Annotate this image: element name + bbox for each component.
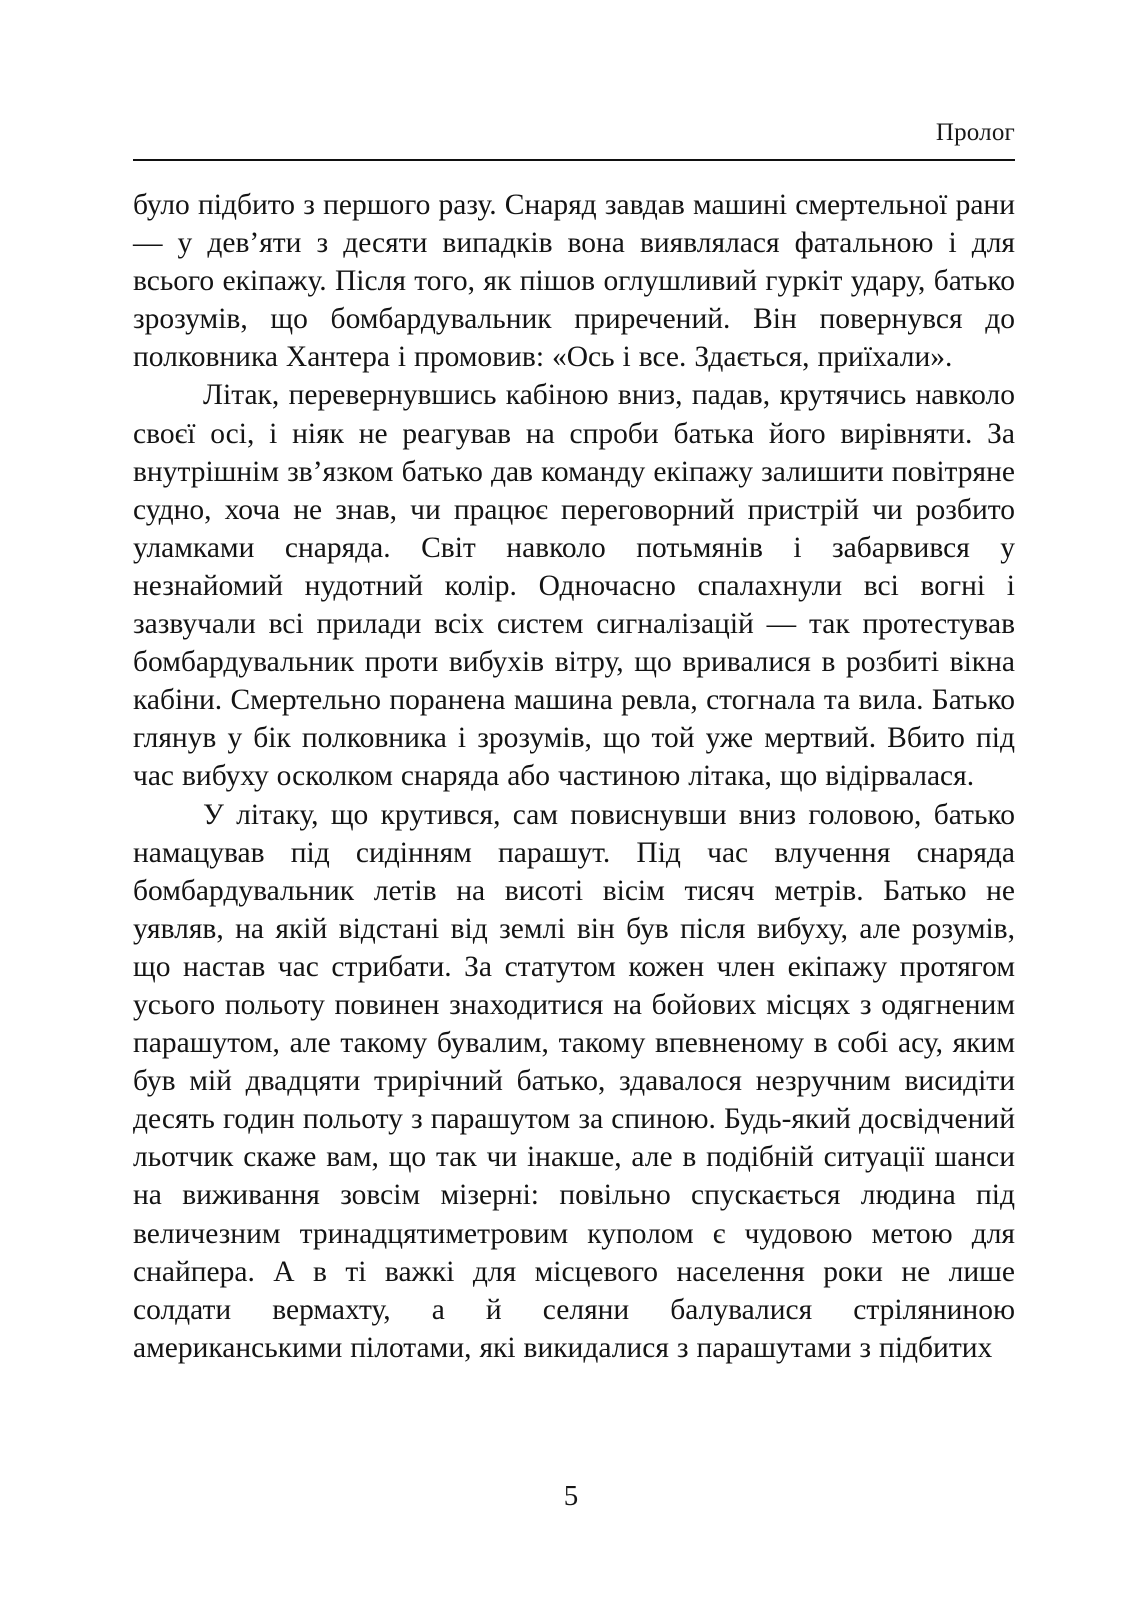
paragraph: було підбито з першого разу. Снаряд завдав машині смертельної рани — у дев’яти з десяти випадків вона виявлялася фатальною і для всього екіпажу. Після того, як пішов оглушливий гуркіт удару, батько зрозумів, що бомбардувальник приречений. Він повернувся до полковника Хантера і промовив: «Ось і все. Здається, приїхали». — [133, 189, 1015, 374]
paragraph: У літаку, що крутився, сам повиснувши вниз головою, батько намацував під сидінням парашут. Під час влучення снаряда бомбардувальник летів на висоті вісім тисяч метрів. Батько не уявляв, на якій відстані від землі він був після вибуху, але розумів, що настав час стрибати. За статутом кожен член екіпажу протягом усього польоту повинен знаходитися на бойових місцях з одягненим парашутом, але такому бувалим, такому впевненому в собі асу, яким був мій двадцяти трирічний батько, здавалося незручним висидіти десять годин польоту з парашутом за спиною. Будь-який досвідчений льотчик скаже вам, що так чи інакше, але в подібній ситуації шанси на виживання зовсім мізерні: повільно спускається людина під величезним тринадцятиметровим куполом є чудовою метою для снайпера. А в ті важкі для місцевого населення роки не лише солдати вермахту, а й селяни балувалися стріляниною американськими пілотами, які викидалися з парашутами з підбитих — [133, 798, 1015, 1364]
paragraph: Літак, перевернувшись кабіною вниз, падав, крутячись навколо своєї осі, і ніяк не реагував на спроби батька його вирівняти. За внутрішнім зв’язком батько дав команду екіпажу залишити повітряне судно, хоча не знав, чи працює переговорний пристрій чи розбито уламками снаряда. Світ навколо потьмянів і забарвився у незнайомий нудотний колір. Одночасно спалахнули всі вогні і зазвучали всі прилади всіх систем сигналізацій — так протестував бомбардувальник проти вибухів вітру, що вривалися в розбиті вікна кабіни. Смертельно поранена машина ревла, стогнала та вила. Батько глянув у бік полковника і зрозумів, що той уже мертвий. Вбито під час вибуху осколком снаряда або частиною літака, що відірвалася. — [133, 379, 1015, 793]
running-head: Пролог — [935, 119, 1015, 146]
header-rule — [133, 159, 1015, 161]
body-text-block — [133, 186, 1015, 1367]
page-number: 5 — [563, 1480, 579, 1512]
